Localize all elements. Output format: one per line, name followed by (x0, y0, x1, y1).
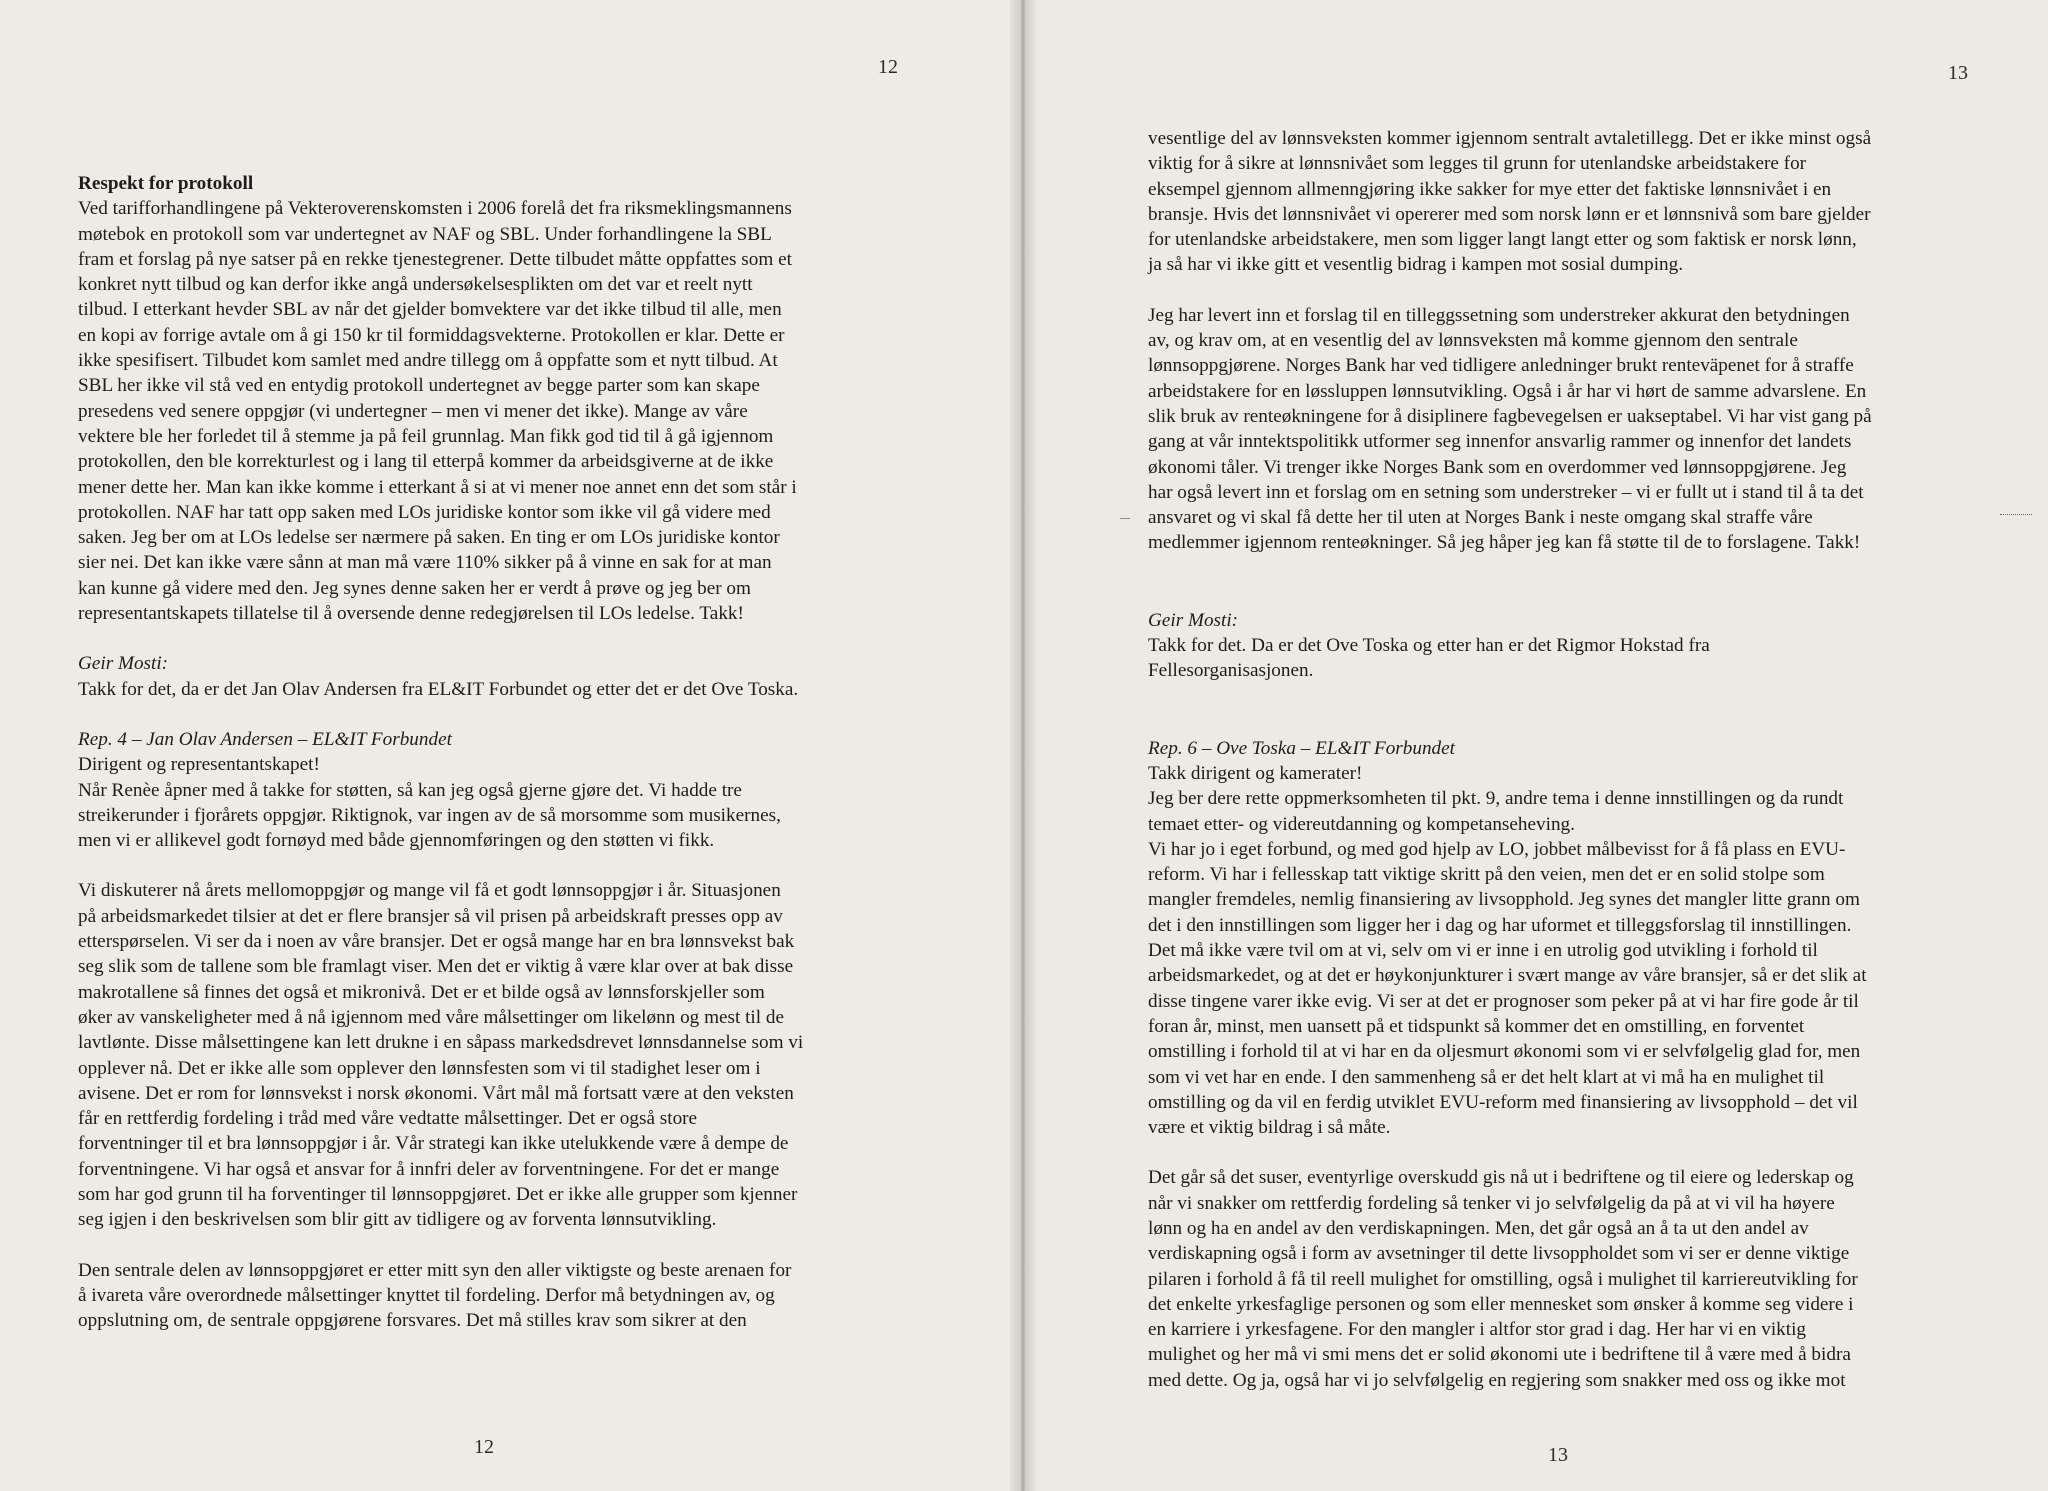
paragraph: vesentlige del av lønnsveksten kommer igjennom sentralt avtaletillegg. Det er ikke minst også viktig for å sikre at lønnsnivået som legges til grunn for utenlandske arbeidstakere for eksempel gjennom allmenngjøring ikke sakker for mye etter det faktiske lønnsnivået i en bransje. Hvis det lønnsnivået vi opererer med som norsk lønn er et lønnsnivå som bare gjelder for utenlandske arbeidstakere, men som ligger langt langt etter og som faktisk er norsk lønn, ja så har vi ikke gitt et vesentlig bidrag i kampen mot sosial dumping. (1148, 128, 1872, 276)
paragraph: Den sentrale delen av lønnsoppgjøret er etter mitt syn den aller viktigste og beste arenaen for å ivareta våre overordnede målsettinger knyttet til fordeling. Derfor må betydningen av, og oppslutning om, de sentrale oppgjørene forsvares. Det må stilles krav som sikrer at den (78, 1259, 792, 1332)
paragraph: Jeg har levert inn et forslag til en tilleggssetning som understreker akkurat den betydningen av, og krav om, at en vesentlig del av lønnsveksten må komme gjennom den sentrale lønnsoppgjørene. Norges Bank har ved tidligere anledninger brukt renteväpenet for å straffe arbeidstakere for en løssluppen lønnsutvikling. Også i år har vi hørt de samme advarslene. En slik bruk av renteøkningene for å disiplinere fagbevegelsen er uakseptabel. Vi har vist gang på gang at vår inntektspolitikk utformer seg innenfor ansvarlig rammer og innenfor det landets økonomi tåler. Vi trenger ikke Norges Bank som en overdommer ved lønnsoppgjørene. Jeg har også levert inn et forslag om en setning som understreker – vi er fullt ut i stand til å ta det ansvaret og vi skal få dette her til uten at Norges Bank i neste omgang skal straffe våre medlemmer igjennom renteøkninger. Så jeg håper jeg kan få støtte til de to forslagene. Takk! (1148, 304, 1872, 554)
margin-mark (2000, 514, 2032, 517)
page-number-top: 13 (1948, 62, 1968, 84)
paragraph: Ved tarifforhandlingene på Vekteroverenskomsten i 2006 forelå det fra riksmeklingsmannens møtebok en protokoll som var undertegnet av NAF og SBL. Under forhandlingene la SBL fram et forslag på nye satser på en rekke tjenestegrener. Dette tilbudet måtte oppfattes som et konkret nytt tilbud og kan derfor ikke angå undersøkelsesplikten om det var et reelt nytt tilbud. I etterkant hevder SBL av når det gjelder bomvektere var det ikke tilbud til alle, men en kopi av forrige avtale om å gi 150 kr til formiddagsvekterne. Protokollen er klar. Dette er ikke spesifisert. Tilbudet kom samlet med andre tillegg om å oppfatte som et nytt tilbud. At SBL her ikke vil stå ved en entydig protokoll undertegnet av begge parter som kan skape presedens ved senere oppgjør (vi undertegner – men vi mener det ikke). Mange av våre vektere ble her forledet til å stemme ja på feil grunnlag. Man fikk god tid til å gå igjennom protokollen, den ble korrekturlest og i lang til etterpå kommer da arbeidsgiverne at de ikke mener dette her. Man kan ikke komme i etterkant å si at vi mener noe annet enn det som står i protokollen. NAF har tatt opp saken med LOs juridiske kontor som ikke vil gå videre med saken. Jeg ber om at LOs ledelse ser nærmere på saken. En ting er om LOs juridiske kontor sier nei. Det kan ikke være sånn at man må være 110% sikker på å vinne en sak for at man kan kunne gå videre med den. Jeg synes denne saken her er verdt å prøve og jeg ber om representantskapets tillatelse til å oversende denne redegjørelsen til LOs ledelse. Takk! (78, 198, 797, 625)
margin-dash (1120, 518, 1130, 519)
page-number-top: 12 (878, 56, 898, 78)
speaker-label: Geir Mosti: (78, 653, 169, 675)
paragraph: Dirigent og representantskapet! Når Renèe åpner med å takke for støtten, så kan jeg også gjerne gjøre det. Vi hadde tre streikerunder i fjorårets oppgjør. Riktignok, var ingen av de så morsomme som musikernes, men vi er allikevel godt fornøyd med både gjennomføringen og den støtten vi fikk. (78, 754, 781, 852)
paragraph: Vi diskuterer nå årets mellomoppgjør og mange vil få et godt lønnsoppgjør i år. Situasjonen på arbeidsmarkedet tilsier at det er flere bransjer så vil prisen på arbeidskraft presses opp av etterspørselen. Vi ser da i noen av våre bransjer. Det er også mange har en bra lønnsvekst bak seg slik som de tallene som ble framlagt viser. Men det er viktig å være klar over at bak disse makrotallene så finnes det også et mikronivå. Det er et bilde også av lønnsforskjeller som øker av vanskeligheter med å nå igjennom med våre målsettinger om likelønn og mest til de lavtlønte. Disse målsettingene kan lett drukne i en såpass markedsdrevet lønnsdannelse som vi opplever nå. Det er ikke alle som opplever den lønnsfesten som vi til stadighet leser om i avisene. Det er rom for lønnsvekst i norsk økonomi. Vårt mål må fortsatt være at den veksten får en rettferdig fordeling i tråd med våre vedtatte målsettinger. Det er også store forventninger til et bra lønnsoppgjør i år. Vår strategi kan ikke utelukkende være å dempe de forventningene. Vi har også et ansvar for å innfri deler av forventningene. For det er mange som har god grunn til ha forventinger til lønnsoppgjøret. Det er ikke alle grupper som kjenner seg igjen i den beskrivelsen som blir gitt av tidligere og av forventa lønnsutvikling. (78, 880, 804, 1231)
speaker-label: Rep. 6 – Ove Toska – EL&IT Forbundet (1148, 737, 1455, 759)
speaker-label: Geir Mosti: (1148, 609, 1239, 631)
paragraph: Takk for det, da er det Jan Olav Andersen fra EL&IT Forbundet og etter det er det Ove Toska. (78, 678, 799, 700)
section-heading: Respekt for protokoll (78, 173, 254, 194)
right-text-column (1148, 126, 1988, 1393)
paragraph: Takk dirigent og kamerater! Jeg ber dere rette oppmerksomheten til pkt. 9, andre tema i denne innstillingen og da rundt temaet etter- og videreutdanning og kompetanseheving. Vi har jo i eget forbund, og med god hjelp av LO, jobbet målbevisst for å få plass en EVU- reform. Vi har i fellesskap tatt viktige skritt på den veien, men det er en solid stolpe som mangler fremdeles, nemlig finansiering av livsopphold. Jeg synes det mangler litte grann om det i den innstillingen som ligger her i dag og har uformet et tilleggsforslag til innstillingen. Det må ikke være tvil om at vi, selv om vi er inne i en utrolig god utvikling i forhold til arbeidsmarkedet, og at det er høykonjunkturer i svært mange av våre bransjer, så er det slik at disse tingene varer ikke evig. Vi ser at det er prognoser som peker på at vi har fire gode år til foran år, minst, men uansett på et tidspunkt så kommer det en omstilling, en forventet omstilling i forhold til at vi har en da oljesmurt økonomi som vi er selvfølgelig glad for, men som vi vet har en ende. I den sammenheng så er det helt klart at vi må ha en mulighet til omstilling og da vil en ferdig utviklet EVU-reform med finansiering av livsopphold – det vil være et viktig bildrag i så måte. (1148, 762, 1867, 1139)
book-gutter (1010, 0, 1036, 1491)
page-number-bottom: 12 (474, 1436, 494, 1458)
paragraph: Det går så det suser, eventyrlige overskudd gis nå ut i bedriftene og til eiere og lederskap og når vi snakker om rettferdig fordeling så tenker vi jo selvfølgelig da på at vi vil ha høyere lønn og ha en andel av den verdiskapningen. Men, det går også an å ta ut den andel av verdiskapning også i form av avsetninger til dette livsoppholdet som vi ser er denne viktige pilaren i forhold å få til reell mulighet for omstilling, også i mulighet til karriereutvikling for det enkelte yrkesfaglige personen og som eller mennesket som ønsker å komme seg videre i en karriere i yrkesfagene. For den mangler i altfor stor grad i dag. Her har vi en viktig mulighet og her må vi smi mens det er solid økonomi ute i bedriftene til å være med å bidra med dette. Og ja, også har vi jo selvfølgelig en regjering som snakker med oss og ikke mot (1148, 1167, 1858, 1391)
left-page (0, 0, 1020, 1491)
paragraph: Takk for det. Da er det Ove Toska og etter han er det Rigmor Hokstad fra Fellesorganisasjonen. (1148, 635, 1710, 682)
left-text-column (78, 171, 910, 1333)
speaker-label: Rep. 4 – Jan Olav Andersen – EL&IT Forbundet (78, 728, 452, 750)
page-number-bottom: 13 (1548, 1444, 1568, 1466)
right-page (1020, 0, 2048, 1491)
